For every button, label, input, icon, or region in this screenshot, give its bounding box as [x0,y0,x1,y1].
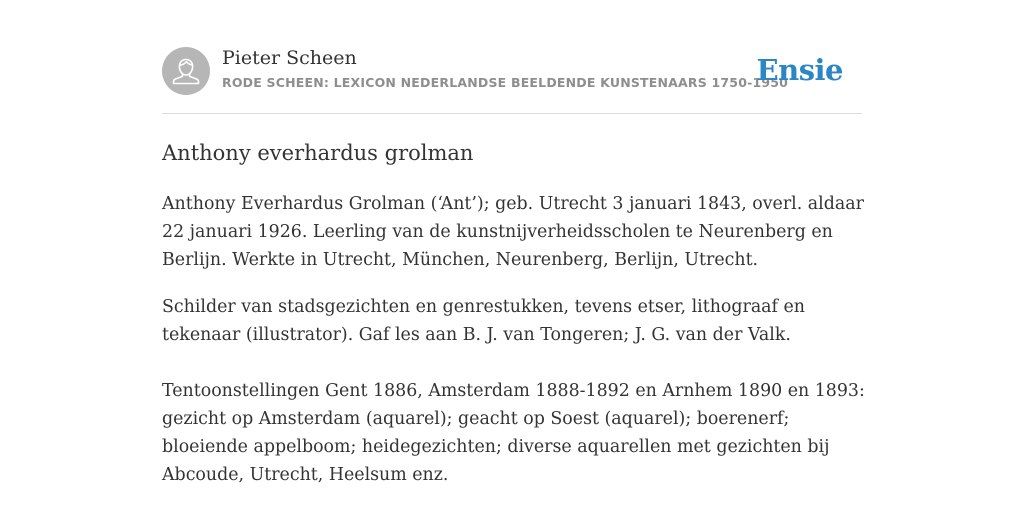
article-paragraph-3: Tentoonstellingen Gent 1886, Amsterdam 1888-1892 en Arnhem 1890 en 1893: gezicht op Amsterdam (aquarel); geacht op Soest (aquarel); boerenerf; bloeiende appelboom; heidegezichten; diverse aquarellen met gezichten bij Abcoude, Utrecht, Heelsum enz. [162,381,865,485]
article-paragraph-2: Schilder van stadsgezichten en genrestukken, tevens etser, lithograaf en tekenaar (illustrator). Gaf les aan B. J. van Tongeren; J. G. van der Valk. [162,297,806,345]
ensie-logo[interactable]: Ensie [756,53,843,87]
source-title[interactable]: RODE SCHEEN: LEXICON NEDERLANDSE BEELDENDE KUNSTENAARS 1750-1950 [222,75,789,90]
avatar[interactable] [162,47,210,95]
article-paragraph-1: Anthony Everhardus Grolman (‘Ant’); geb. Utrecht 3 januari 1843, overl. aldaar 22 januari 1926. Leerling van de kunstnijverheidsscholen te Neurenberg en Berlijn. Werkte in Utrecht, München, Neurenberg, Berlijn, Utrecht. [162,194,864,270]
author-name[interactable]: Pieter Scheen [222,47,357,69]
article-title: Anthony everhardus grolman [162,141,474,165]
author-header [162,46,862,96]
header-divider [162,113,862,114]
user-silhouette-icon [162,47,210,95]
